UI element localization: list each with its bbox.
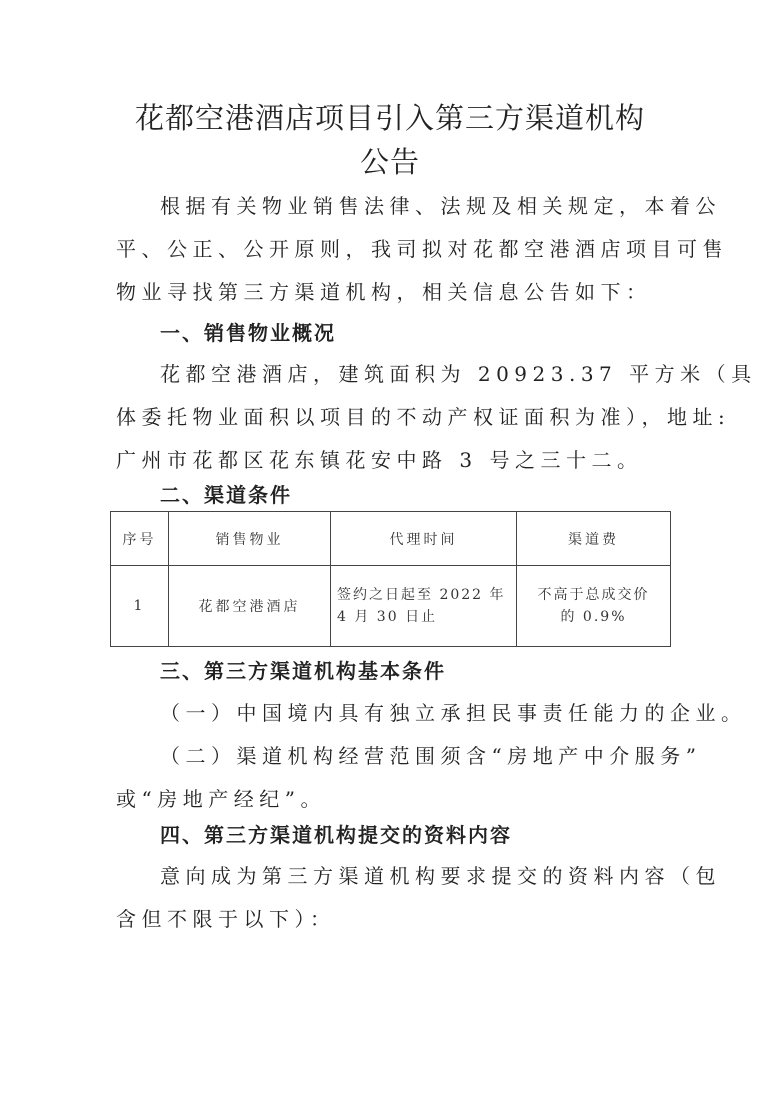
header-property: 销售物业	[169, 512, 331, 566]
header-period: 代理时间	[331, 512, 517, 566]
header-no: 序号	[111, 512, 169, 566]
section3-line-2: （二）渠道机构经营范围须含“房地产中介服务”	[160, 744, 702, 768]
section4-heading: 四、第三方渠道机构提交的资料内容	[160, 823, 512, 847]
section1-line-1: 花都空港酒店，建筑面积为 20923.37 平方米（具	[160, 362, 757, 386]
cell-fee-line2: 的 0.9%	[560, 609, 627, 625]
section3-line-1: （一）中国境内具有独立承担民事责任能力的企业。	[160, 701, 747, 725]
intro-line-2: 平、公正、公开原则，我司拟对花都空港酒店项目可售	[116, 237, 728, 261]
section4-line-2: 含但不限于以下）：	[116, 907, 336, 931]
section3-heading: 三、第三方渠道机构基本条件	[160, 659, 446, 683]
cell-period	[331, 566, 517, 647]
section2-heading: 二、渠道条件	[160, 483, 292, 507]
cell-no: 1	[111, 566, 169, 647]
section1-line-3: 广州市花都区花东镇花安中路 3 号之三十二。	[116, 448, 643, 472]
cell-fee	[517, 566, 671, 647]
document-title-line1: 花都空港酒店项目引入第三方渠道机构	[134, 101, 645, 135]
section1-line-2: 体委托物业面积以项目的不动产权证面积为准），地址:	[116, 405, 731, 429]
cell-property: 花都空港酒店	[169, 566, 331, 647]
section1-heading: 一、销售物业概况	[160, 321, 336, 345]
intro-line-3: 物业寻找第三方渠道机构，相关信息公告如下：	[116, 280, 652, 304]
channel-conditions-table	[110, 511, 671, 647]
intro-line-1: 根据有关物业销售法律、法规及相关规定，本着公	[160, 194, 721, 218]
section3-line-3: 或“房地产经纪”。	[116, 787, 326, 811]
table-row	[111, 566, 671, 647]
section4-line-1: 意向成为第三方渠道机构要求提交的资料内容（包	[160, 864, 721, 888]
cell-period-line1: 签约之日起至 2022 年	[337, 587, 506, 603]
header-fee: 渠道费	[517, 512, 671, 566]
table-header-row	[111, 512, 671, 566]
cell-fee-line1: 不高于总成交价	[537, 587, 650, 603]
document-title-line2: 公告	[359, 145, 420, 179]
cell-period-line2: 4 月 30 日止	[337, 609, 438, 625]
